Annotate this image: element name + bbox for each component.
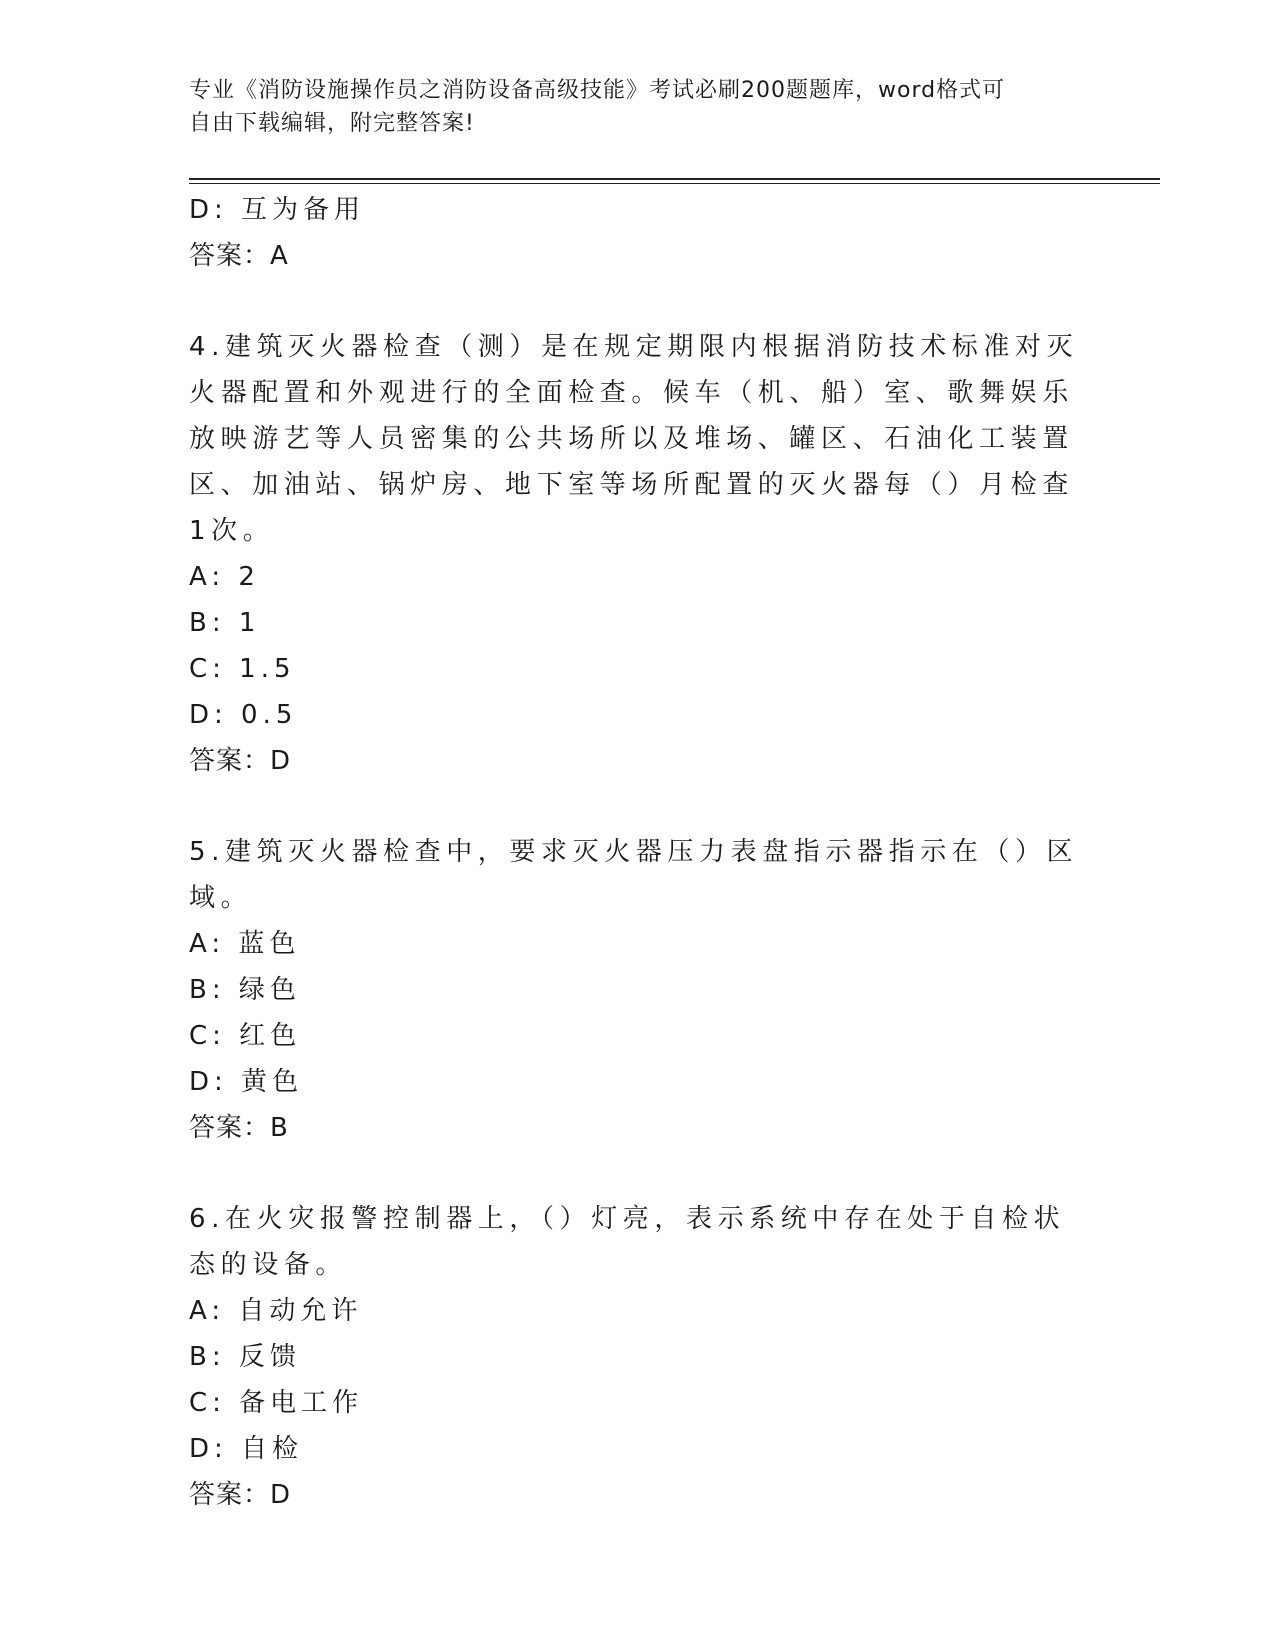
header-divider-thin	[189, 183, 1160, 184]
document-header	[189, 74, 1089, 140]
option-c: C: 1.5	[189, 654, 296, 684]
previous-question-tail	[189, 187, 1089, 279]
spacer	[189, 784, 1089, 829]
answer-line: 答案：D	[189, 746, 292, 776]
document-body	[189, 187, 1089, 1518]
option-a: A: 2	[189, 562, 260, 592]
header-line-2: 自由下载编辑，附完整答案!	[189, 111, 475, 136]
option-c: C: 红色	[189, 1021, 302, 1051]
question-6	[189, 1196, 1089, 1518]
option-b: B: 反馈	[189, 1342, 301, 1372]
option-d: D: 自检	[189, 1434, 304, 1464]
spacer	[189, 1151, 1089, 1196]
header-line-1: 专业《消防设施操作员之消防设备高级技能》考试必刷200题题库，word格式可	[189, 78, 1006, 103]
option-b: B: 绿色	[189, 975, 301, 1005]
option-d: D: 0.5	[189, 700, 298, 730]
answer-line: 答案：B	[189, 1113, 289, 1143]
answer-line: 答案：D	[189, 1480, 292, 1510]
question-stem: 4.建筑灭火器检查（测）是在规定期限内根据消防技术标准对灭火器配置和外观进行的全面检查。候车（机、船）室、歌舞娱乐放映游艺等人员密集的公共场所以及堆场、罐区、石油化工装置区、加油站、锅炉房、地下室等场所配置的灭火器每（）月检查1次。	[189, 332, 1079, 546]
header-divider-thick	[189, 178, 1160, 180]
question-stem: 5.建筑灭火器检查中，要求灭火器压力表盘指示器指示在（）区域。	[189, 837, 1079, 913]
option-a: A: 蓝色	[189, 929, 301, 959]
question-4	[189, 324, 1089, 784]
option-c: C: 备电工作	[189, 1388, 364, 1418]
question-stem: 6.在火灾报警控制器上，（）灯亮，表示系统中存在处于自检状态的设备。	[189, 1204, 1066, 1280]
answer-line: 答案：A	[189, 241, 289, 271]
question-5	[189, 829, 1089, 1151]
option-b: B: 1	[189, 608, 261, 638]
option-d: D: 黄色	[189, 1067, 304, 1097]
spacer	[189, 279, 1089, 324]
option-a: A: 自动允许	[189, 1296, 363, 1326]
option-d: D: 互为备用	[189, 195, 366, 225]
